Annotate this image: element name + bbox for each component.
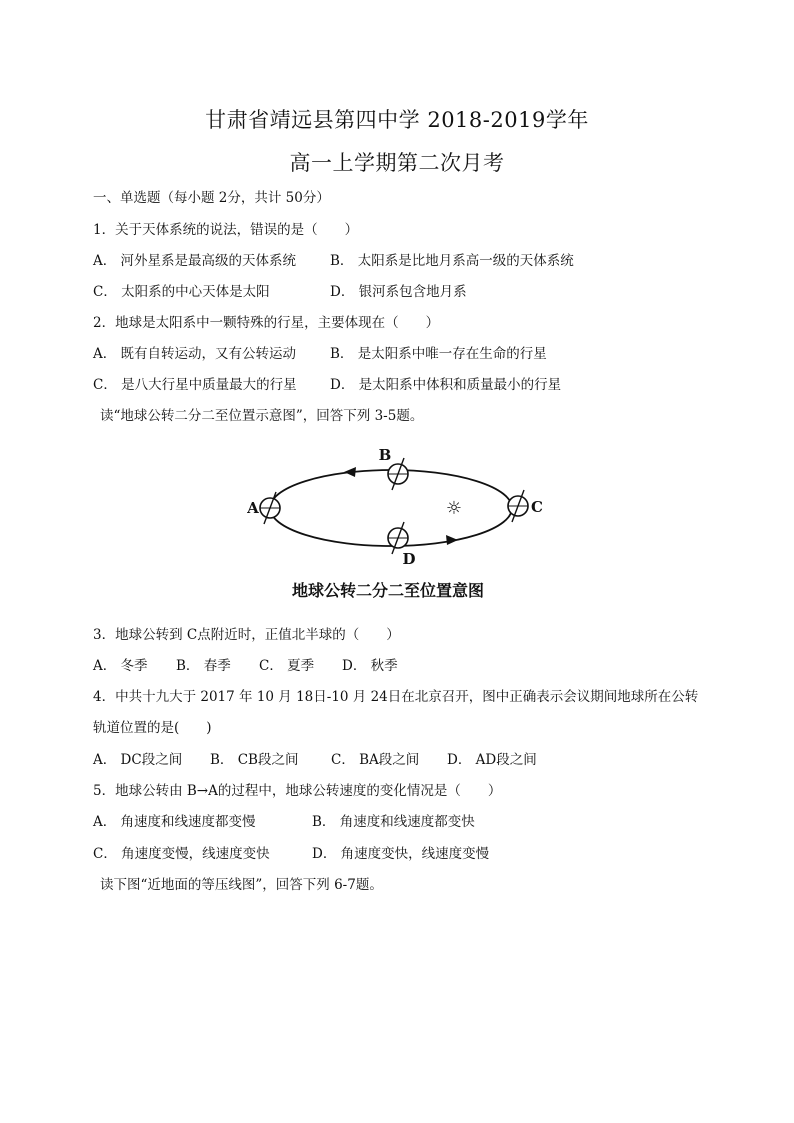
question-1-option-b: B． 太阳系是比地月系高一级的天体系统 [330, 253, 574, 269]
question-3-option-c: C． 夏季 [259, 658, 315, 674]
orbit-arrow-top [344, 467, 356, 477]
question-1-option-a: A． 河外星系是最高级的天体系统 [93, 253, 297, 269]
question-2-option-a: A． 既有自转运动，又有公转运动 [93, 346, 297, 362]
question-5-option-c: C． 角速度变慢，线速度变快 [93, 846, 270, 862]
question-3-option-a: A． 冬季 [93, 658, 148, 674]
question-3-stem: 3．地球公转到 C点附近时，正值北半球的（ ） [93, 627, 400, 643]
exam-subtitle: 高一上学期第二次月考 [289, 151, 505, 175]
question-1-option-c: C． 太阳系的中心天体是太阳 [93, 284, 270, 300]
label-c: C [531, 498, 543, 516]
label-a: A [247, 499, 259, 517]
question-4-option-d: D． AD段之间 [447, 752, 537, 768]
question-5-option-a: A． 角速度和线速度都变慢 [93, 814, 256, 830]
orbit-arrow-bottom [446, 535, 458, 545]
label-b: B [378, 446, 392, 464]
earth-position-c [508, 490, 528, 522]
question-1-stem: 1．关于天体系统的说法，错误的是（ ） [93, 222, 359, 238]
earth-position-a [260, 492, 280, 524]
question-2-option-c: C． 是八大行星中质量最大的行星 [93, 377, 297, 393]
reading-instruction-1: 读“地球公转二分二至位置示意图”，回答下列 3-5题。 [100, 408, 424, 424]
exam-title: 甘肃省靖远县第四中学 2018-2019学年 [205, 108, 589, 132]
reading-instruction-2: 读下图“近地面的等压线图”，回答下列 6-7题。 [100, 877, 383, 893]
question-4-stem-line2: 轨道位置的是( ) [93, 720, 212, 736]
question-4-option-b: B． CB段之间 [210, 752, 299, 768]
label-d: D [402, 550, 416, 568]
question-1-option-d: D． 银河系包含地月系 [330, 284, 467, 300]
question-2-option-d: D． 是太阳系中体积和质量最小的行星 [330, 377, 562, 393]
sun-icon: ☼ [445, 498, 463, 519]
section-heading: 一、单选题（每小题 2分，共计 50分） [93, 190, 330, 206]
figure-caption: 地球公转二分二至位置意图 [291, 581, 485, 600]
question-3-option-d: D． 秋季 [342, 658, 398, 674]
question-3-option-b: B． 春季 [176, 658, 231, 674]
question-5-stem: 5．地球公转由 B→A的过程中，地球公转速度的变化情况是（ ） [93, 783, 502, 799]
question-4-stem-line1: 4．中共十九大于 2017 年 10 月 18日-10 月 24日在北京召开，图中正确表示会议期间地球所在公转 [93, 689, 699, 705]
question-2-option-b: B． 是太阳系中唯一存在生命的行星 [330, 346, 547, 362]
question-4-option-c: C． BA段之间 [331, 752, 420, 768]
question-5-option-b: B． 角速度和线速度都变快 [312, 814, 475, 830]
question-4-option-a: A． DC段之间 [93, 752, 183, 768]
question-2-stem: 2．地球是太阳系中一颗特殊的行星，主要体现在（ ） [93, 315, 440, 331]
orbit-diagram [236, 440, 566, 610]
question-5-option-d: D． 角速度变快，线速度变慢 [312, 846, 490, 862]
